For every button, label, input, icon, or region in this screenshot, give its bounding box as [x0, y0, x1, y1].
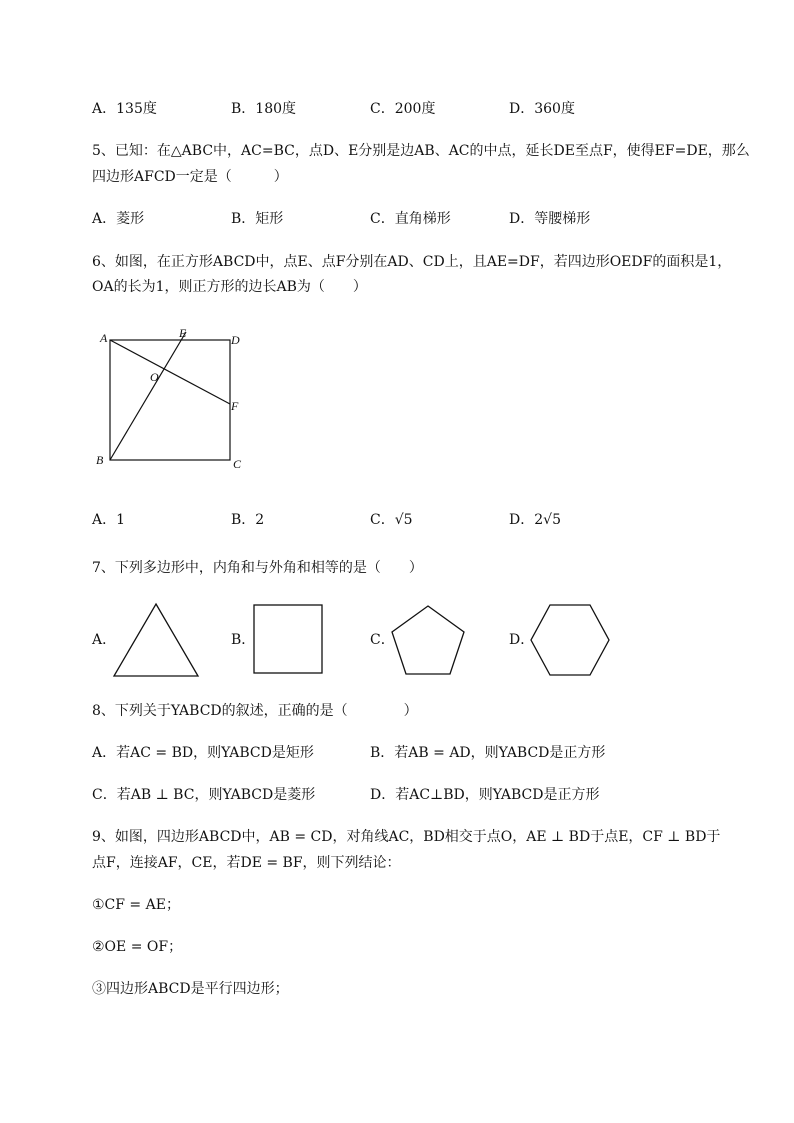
q8-option-a: A．若AC = BD，则YABCD是矩形 — [92, 745, 314, 761]
q9-conclusion-3: ③四边形ABCD是平行四边形； — [92, 981, 289, 997]
q9-stem-line1: 9、如图，四边形ABCD中，AB = CD，对角线AC，BD相交于点O，AE ⊥ BD于点E，CF ⊥ BD于 — [92, 829, 721, 845]
q7-hexagon-figure — [528, 603, 612, 677]
q5-option-d: D．等腰梯形 — [509, 211, 591, 227]
q4-option-a: A．135度 — [92, 101, 157, 117]
label-a: A — [100, 331, 108, 345]
q6-option-b: B．2 — [231, 512, 265, 528]
label-o: O — [150, 370, 159, 384]
q7-option-a-key: A． — [92, 632, 117, 648]
hexagon-shape — [531, 605, 609, 675]
q7-option-b-key: B． — [231, 632, 256, 648]
q9-stem-line2: 点F，连接AF，CE，若DE = BF，则下列结论： — [92, 855, 401, 871]
pentagon-shape — [392, 606, 464, 674]
q8-option-c: C．若AB ⊥ BC，则YABCD是菱形 — [92, 787, 316, 803]
q6-square-figure — [90, 320, 260, 480]
q5-stem-line2: 四边形AFCD一定是（ ） — [92, 169, 288, 185]
q6-stem-line1: 6、如图，在正方形ABCD中，点E、点F分别在AD、CD上，且AE=DF，若四边形OEDF的面积是1， — [92, 254, 732, 270]
q7-option-c-key: C． — [370, 632, 395, 648]
q5-option-b: B．矩形 — [231, 211, 284, 227]
q8-option-b: B．若AB = AD，则YABCD是正方形 — [370, 745, 606, 761]
q7-pentagon-figure — [388, 603, 468, 677]
q7-triangle-figure — [112, 602, 202, 680]
label-b: B — [96, 453, 104, 467]
q4-option-c: C．200度 — [370, 101, 436, 117]
segment-af — [110, 340, 230, 404]
label-f: F — [231, 399, 239, 413]
q8-stem-line1: 8、下列关于YABCD的叙述，正确的是（ ） — [92, 703, 418, 719]
q4-option-d: D．360度 — [509, 101, 575, 117]
q5-stem-line1: 5、已知：在△ABC中，AC=BC，点D、E分别是边AB、AC的中点，延长DE至点F，使得EF=DE，那么 — [92, 143, 750, 159]
q7-square-figure — [252, 603, 326, 677]
q6-option-a: A．1 — [92, 512, 126, 528]
label-c: C — [233, 457, 242, 471]
square-shape — [254, 605, 322, 673]
q6-option-c: C．√5 — [370, 512, 413, 528]
q6-option-d: D．2√5 — [509, 512, 561, 528]
segment-be — [110, 332, 186, 460]
q4-option-b: B．180度 — [231, 101, 297, 117]
q6-stem-line2: OA的长为1，则正方形的边长AB为（ ） — [92, 279, 367, 295]
triangle-shape — [114, 604, 198, 676]
q5-option-c: C．直角梯形 — [370, 211, 451, 227]
q9-conclusion-2: ②OE = OF； — [92, 939, 183, 955]
q5-option-a: A．菱形 — [92, 211, 145, 227]
q9-conclusion-1: ①CF = AE； — [92, 897, 180, 913]
q7-option-d-key: D． — [509, 632, 535, 648]
q8-option-d: D．若AC⊥BD，则YABCD是正方形 — [370, 787, 600, 803]
label-e: E — [179, 326, 187, 340]
label-d: D — [231, 333, 240, 347]
q7-stem-line1: 7、下列多边形中，内角和与外角和相等的是（ ） — [92, 560, 423, 576]
